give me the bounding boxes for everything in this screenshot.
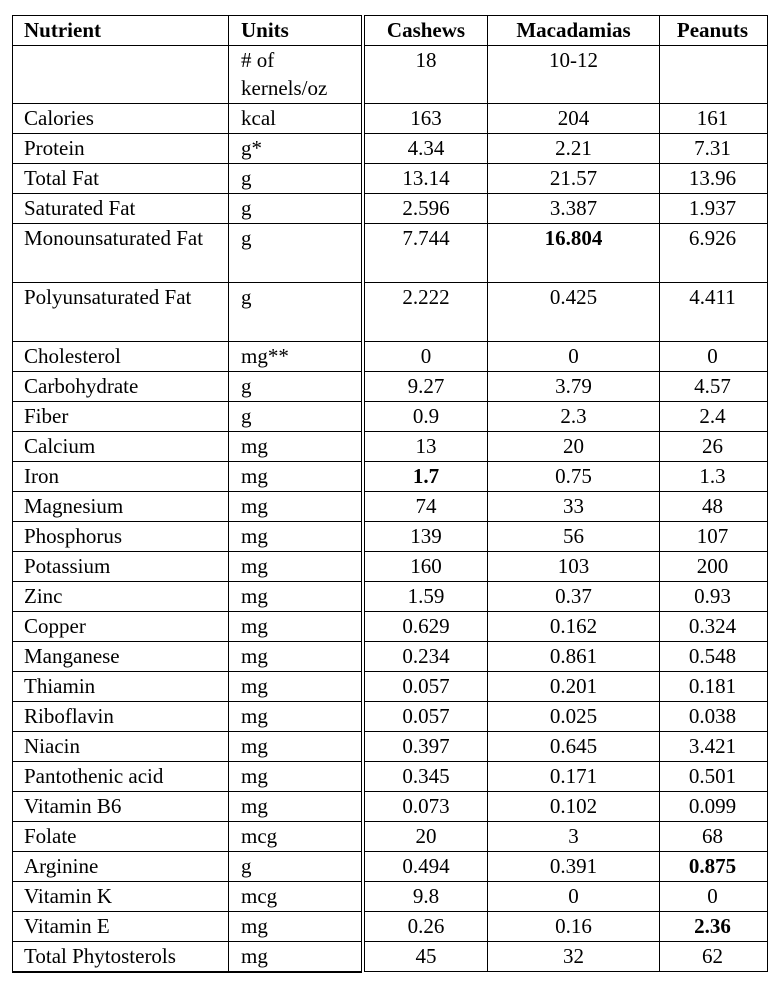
macadamias-value: 0.391 (488, 852, 660, 881)
cashews-value: 9.27 (365, 372, 488, 401)
macadamias-value: 3.387 (488, 194, 660, 223)
header-nutrient: Nutrient (13, 16, 229, 45)
peanuts-value: 62 (702, 944, 723, 968)
table-row (365, 224, 767, 283)
nutrient-name: Cholesterol (13, 342, 229, 371)
cashews-value: 4.34 (365, 134, 488, 163)
table-row (365, 372, 767, 402)
cashews-value: 18 (365, 46, 488, 103)
table-row (13, 372, 361, 402)
nutrient-units-table (12, 15, 362, 973)
nutrient-name: Pantothenic acid (13, 762, 229, 791)
nutrient-units: mg (241, 644, 268, 668)
peanuts-value: 4.411 (689, 285, 736, 309)
cashews-value: 0 (365, 342, 488, 371)
table-row (365, 522, 767, 552)
cashews-value: 0.494 (365, 852, 488, 881)
nutrient-units: mg (241, 614, 268, 638)
table-row (13, 164, 361, 194)
cashews-value: 7.744 (365, 224, 488, 282)
nutrient-units: mg (241, 494, 268, 518)
nutrient-units: mg (241, 794, 268, 818)
table-row (13, 672, 361, 702)
peanuts-value: 200 (696, 554, 729, 578)
table-row (365, 46, 767, 104)
cashews-value: 2.596 (365, 194, 488, 223)
nutrient-name: Vitamin E (13, 912, 229, 941)
macadamias-value: 3.79 (488, 372, 660, 401)
nutrient-units: g (241, 166, 252, 190)
peanuts-value: 0.93 (694, 584, 731, 608)
nutrient-units: mg (241, 944, 268, 968)
nutrient-name: Zinc (13, 582, 229, 611)
nutrient-units: mg (241, 704, 268, 728)
nutrient-name: Monounsaturated Fat (13, 224, 229, 282)
table-row (365, 702, 767, 732)
table-row (13, 432, 361, 462)
table-row (13, 582, 361, 612)
table-row (365, 462, 767, 492)
peanuts-value: 2.36 (694, 914, 731, 938)
macadamias-value: 0.37 (488, 582, 660, 611)
peanuts-value: 0.324 (688, 614, 737, 638)
nutrient-units: mg (241, 764, 268, 788)
nutrient-units: mg (241, 464, 268, 488)
table-row (365, 672, 767, 702)
peanuts-value: 0.875 (688, 854, 737, 878)
nutrient-units: g (241, 285, 252, 309)
macadamias-value: 21.57 (488, 164, 660, 193)
nutrient-units: mg (241, 584, 268, 608)
macadamias-value: 10-12 (488, 46, 660, 103)
nutrient-name: Thiamin (13, 672, 229, 701)
macadamias-value: 2.21 (488, 134, 660, 163)
table-row (13, 194, 361, 224)
cashews-value: 13.14 (365, 164, 488, 193)
table-row (13, 612, 361, 642)
table-row (365, 134, 767, 164)
macadamias-value: 204 (488, 104, 660, 133)
nutrient-units: mg (241, 554, 268, 578)
peanuts-value: 0.099 (688, 794, 737, 818)
cashews-value: 0.057 (365, 702, 488, 731)
header-row (13, 16, 361, 46)
table-row (365, 912, 767, 942)
macadamias-value: 3 (488, 822, 660, 851)
header-macadamias: Macadamias (488, 16, 660, 45)
table-row (365, 432, 767, 462)
peanuts-value: 7.31 (694, 136, 731, 160)
value-rows (365, 46, 767, 972)
peanuts-value (660, 46, 765, 103)
cashews-value: 1.7 (365, 462, 488, 491)
table-row (13, 462, 361, 492)
macadamias-value: 0.102 (488, 792, 660, 821)
cashews-value: 9.8 (365, 882, 488, 911)
table-row (365, 762, 767, 792)
nutrient-name: Saturated Fat (13, 194, 229, 223)
nutrient-units: mg (241, 524, 268, 548)
table-row (365, 612, 767, 642)
peanuts-value: 13.96 (688, 166, 737, 190)
cashews-value: 0.397 (365, 732, 488, 761)
nutrient-name: Total Phytosterols (13, 942, 229, 971)
nutrient-rows (13, 46, 361, 972)
peanuts-value: 161 (696, 106, 729, 130)
table-row (365, 882, 767, 912)
cashews-value: 20 (365, 822, 488, 851)
peanuts-value: 107 (696, 524, 729, 548)
peanuts-value: 1.3 (699, 464, 726, 488)
table-row (13, 942, 361, 972)
macadamias-value: 0.861 (488, 642, 660, 671)
table-row (13, 134, 361, 164)
table-row (13, 852, 361, 882)
table-row (13, 912, 361, 942)
cashews-value: 0.9 (365, 402, 488, 431)
table-row (365, 492, 767, 522)
peanuts-value: 3.421 (688, 734, 737, 758)
table-row (13, 552, 361, 582)
macadamias-value: 0.75 (488, 462, 660, 491)
table-row (365, 732, 767, 762)
peanuts-value: 0.501 (688, 764, 737, 788)
cashews-value: 45 (365, 942, 488, 971)
macadamias-value: 0.201 (488, 672, 660, 701)
header-row (365, 16, 767, 46)
table-row (13, 762, 361, 792)
macadamias-value: 103 (488, 552, 660, 581)
nutrient-units: kcal (241, 106, 276, 130)
nutrient-units: mg (241, 914, 268, 938)
peanuts-value: 26 (702, 434, 723, 458)
table-row (13, 732, 361, 762)
nut-values-table (364, 15, 768, 972)
peanuts-value: 2.4 (699, 404, 726, 428)
table-row (13, 522, 361, 552)
nutrient-units: g (241, 404, 252, 428)
table-row (365, 552, 767, 582)
nutrient-name: Fiber (13, 402, 229, 431)
table-row (13, 104, 361, 134)
cashews-value: 0.26 (365, 912, 488, 941)
table-row (13, 882, 361, 912)
nutrient-name: Total Fat (13, 164, 229, 193)
nutrient-name: Folate (13, 822, 229, 851)
macadamias-value: 16.804 (488, 224, 660, 282)
cashews-value: 74 (365, 492, 488, 521)
nutrient-units: g (241, 854, 252, 878)
nutrient-units: mg (241, 674, 268, 698)
nutrient-name: Phosphorus (13, 522, 229, 551)
macadamias-value: 0.171 (488, 762, 660, 791)
nutrient-name (13, 46, 229, 103)
table-row (13, 702, 361, 732)
nutrient-units: g (241, 196, 252, 220)
nutrient-name: Potassium (13, 552, 229, 581)
cashews-value: 1.59 (365, 582, 488, 611)
nutrient-name: Calories (13, 104, 229, 133)
macadamias-value: 0 (488, 342, 660, 371)
macadamias-value: 0.025 (488, 702, 660, 731)
cashews-value: 0.234 (365, 642, 488, 671)
nutrient-name: Carbohydrate (13, 372, 229, 401)
table-row (13, 46, 361, 104)
nutrient-name: Magnesium (13, 492, 229, 521)
cashews-value: 0.345 (365, 762, 488, 791)
peanuts-value: 68 (702, 824, 723, 848)
cashews-value: 160 (365, 552, 488, 581)
cashews-value: 163 (365, 104, 488, 133)
macadamias-value: 20 (488, 432, 660, 461)
cashews-value: 2.222 (365, 283, 488, 341)
table-row (13, 792, 361, 822)
macadamias-value: 0.16 (488, 912, 660, 941)
nutrient-name: Iron (13, 462, 229, 491)
table-row (365, 402, 767, 432)
peanuts-value: 4.57 (694, 374, 731, 398)
cashews-value: 0.629 (365, 612, 488, 641)
macadamias-value: 0.162 (488, 612, 660, 641)
peanuts-value: 0 (707, 884, 718, 908)
nutrient-name: Copper (13, 612, 229, 641)
table-row (13, 642, 361, 672)
cashews-value: 0.073 (365, 792, 488, 821)
peanuts-value: 0.181 (688, 674, 737, 698)
macadamias-value: 0.425 (488, 283, 660, 341)
table-row (365, 342, 767, 372)
table-row (13, 822, 361, 852)
nutrient-name: Arginine (13, 852, 229, 881)
cashews-value: 13 (365, 432, 488, 461)
header-cashews: Cashews (365, 16, 488, 45)
nutrient-units: g (241, 226, 252, 250)
cashews-value: 0.057 (365, 672, 488, 701)
table-row (13, 402, 361, 432)
nutrient-units: g* (241, 136, 262, 160)
table-row (365, 642, 767, 672)
table-row (365, 283, 767, 342)
nutrient-units: mg (241, 734, 268, 758)
macadamias-value: 0 (488, 882, 660, 911)
nutrient-units: # of kernels/oz (241, 48, 328, 100)
nutrient-units: mg** (241, 344, 289, 368)
peanuts-value: 6.926 (688, 226, 737, 250)
macadamias-value: 33 (488, 492, 660, 521)
table-row (365, 164, 767, 194)
nutrient-name: Niacin (13, 732, 229, 761)
peanuts-value: 48 (702, 494, 723, 518)
nutrient-units: mcg (241, 824, 278, 848)
cashews-value: 139 (365, 522, 488, 551)
macadamias-value: 32 (488, 942, 660, 971)
table-row (365, 942, 767, 972)
table-row (13, 342, 361, 372)
header-units: Units (241, 18, 289, 42)
table-row (365, 104, 767, 134)
nutrient-name: Riboflavin (13, 702, 229, 731)
table-row (365, 194, 767, 224)
table-row (365, 582, 767, 612)
macadamias-value: 2.3 (488, 402, 660, 431)
table-row (13, 283, 361, 342)
nutrient-name: Manganese (13, 642, 229, 671)
macadamias-value: 0.645 (488, 732, 660, 761)
macadamias-value: 56 (488, 522, 660, 551)
table-row (365, 792, 767, 822)
nutrient-name: Protein (13, 134, 229, 163)
peanuts-value: 0 (707, 344, 718, 368)
peanuts-value: 0.548 (688, 644, 737, 668)
table-row (13, 224, 361, 283)
table-row (13, 492, 361, 522)
table-row (365, 822, 767, 852)
peanuts-value: 1.937 (688, 196, 737, 220)
header-peanuts: Peanuts (676, 18, 749, 42)
table-row (365, 852, 767, 882)
nutrient-units: g (241, 374, 252, 398)
nutrient-name: Polyunsaturated Fat (13, 283, 229, 341)
nutrient-name: Vitamin B6 (13, 792, 229, 821)
nutrient-units: mg (241, 434, 268, 458)
nutrient-units: mcg (241, 884, 278, 908)
nutrient-name: Vitamin K (13, 882, 229, 911)
peanuts-value: 0.038 (688, 704, 737, 728)
nutrient-name: Calcium (13, 432, 229, 461)
